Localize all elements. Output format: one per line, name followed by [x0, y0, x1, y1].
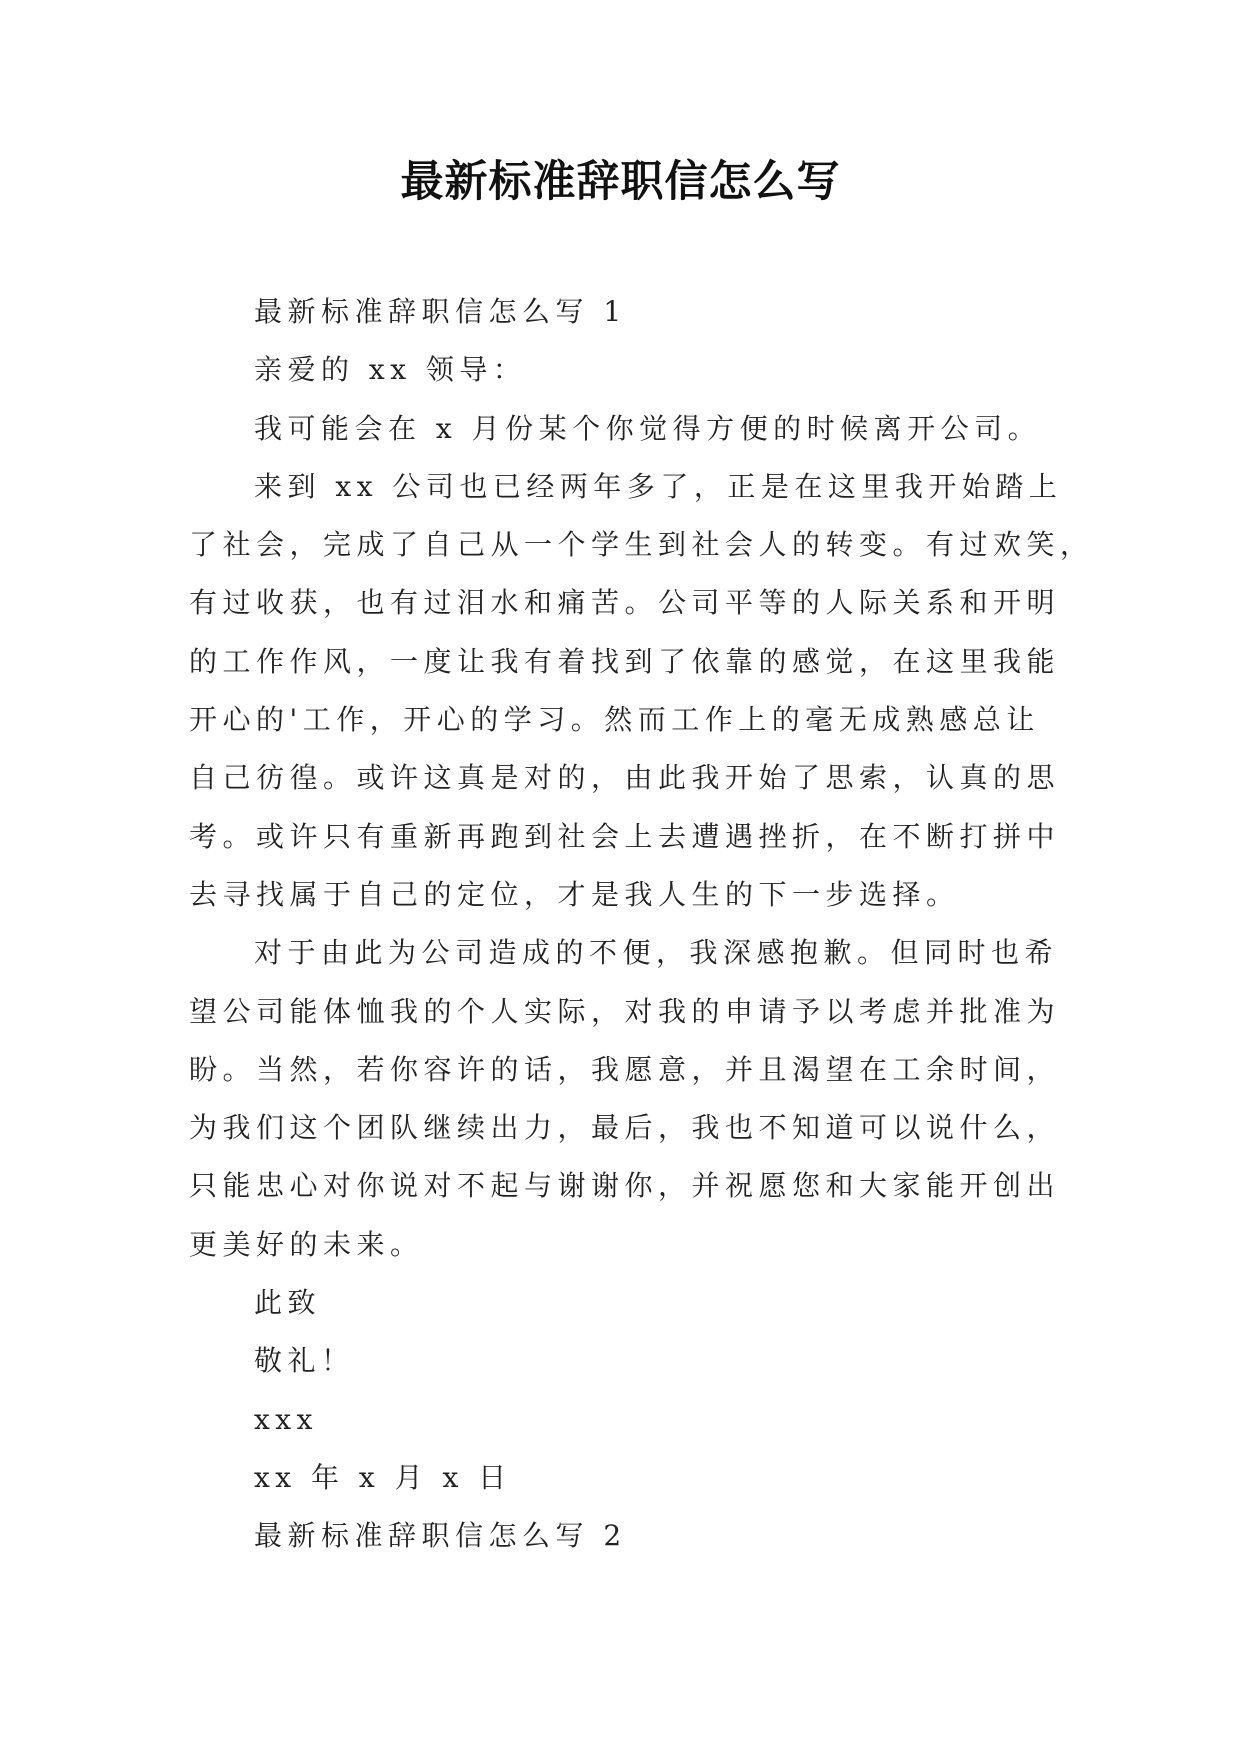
date-line: xx 年 x 月 x 日	[254, 1460, 512, 1494]
paragraph-line: 了社会，完成了自己从一个学生到社会人的转变。有过欢笑，	[189, 528, 1094, 562]
paragraph-line: 为我们这个团队继续出力，最后，我也不知道可以说什么，	[189, 1111, 1061, 1145]
letter-body	[189, 283, 1094, 1566]
paragraph-line: 考。或许只有重新再跑到社会上去遭遇挫折，在不断打拼中	[189, 819, 1061, 853]
section-heading: 最新标准辞职信怎么写 1	[254, 295, 627, 328]
section-heading: 最新标准辞职信怎么写 2	[254, 1519, 627, 1553]
closing-line: 敬礼！	[254, 1344, 355, 1378]
paragraph-line: 我可能会在 x 月份某个你觉得方便的时候离开公司。	[254, 411, 1042, 445]
salutation: 亲爱的 xx 领导：	[254, 353, 527, 387]
paragraph-line: 去寻找属于自己的定位，才是我人生的下一步选择。	[189, 877, 960, 911]
paragraph-line: 更美好的未来。	[189, 1227, 424, 1261]
closing-line: 此致	[254, 1286, 322, 1320]
paragraph-line: 自己彷徨。或许这真是对的，由此我开始了思索，认真的思	[189, 761, 1061, 795]
paragraph-line: 开心的'工作，开心的学习。然而工作上的毫无成熟感总让	[189, 703, 1040, 737]
paragraph-line: 来到 xx 公司也已经两年多了，正是在这里我开始踏上	[254, 469, 1063, 503]
document-title: 最新标准辞职信怎么写	[400, 157, 841, 207]
paragraph-line: 望公司能体恤我的个人实际，对我的申请予以考虑并批准为	[189, 994, 1061, 1028]
paragraph-line: 盼。当然，若你容许的话，我愿意，并且渴望在工余时间，	[189, 1052, 1061, 1086]
paragraph-line: 只能忠心对你说对不起与谢谢你，并祝愿您和大家能开创出	[189, 1169, 1061, 1203]
paragraph-line: 对于由此为公司造成的不便，我深感抱歉。但同时也希	[254, 936, 1059, 970]
signature: xxx	[254, 1402, 318, 1436]
paragraph-line: 有过收获，也有过泪水和痛苦。公司平等的人际关系和开明	[189, 586, 1061, 620]
paragraph-line: 的工作作风，一度让我有着找到了依靠的感觉，在这里我能	[189, 644, 1061, 678]
